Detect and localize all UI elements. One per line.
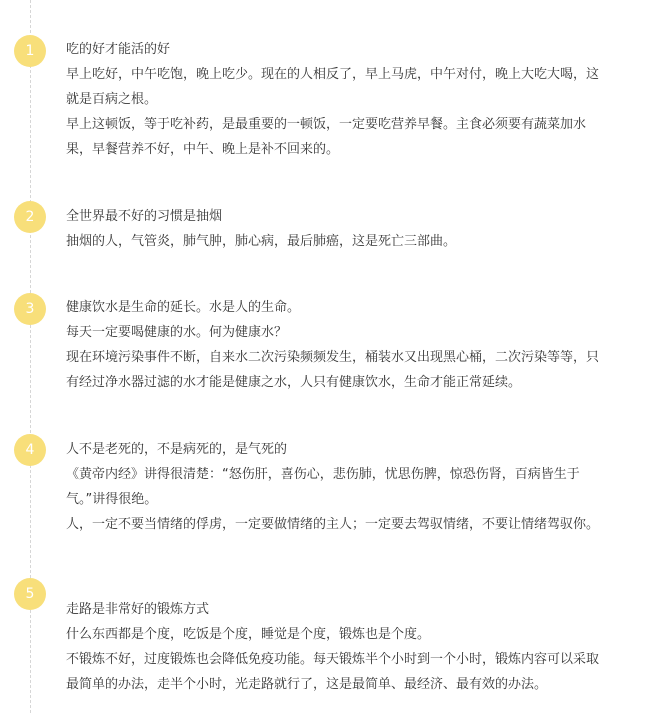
item-line: 《黄帝内经》讲得很清楚：“怒伤肝，喜伤心，悲伤肺，忧思伤脾，惊恐伤肾，百病皆生于	[66, 467, 580, 482]
item-text	[66, 37, 646, 162]
item-heading: 健康饮水是生命的延长。水是人的生命。	[66, 300, 301, 315]
item-line: 人，一定不要当情绪的俘虏，一定要做情绪的主人；一定要去驾驭情绪，不要让情绪驾驭你。	[66, 517, 600, 532]
item-line: 果，早餐营养不好，中午、晚上是补不回来的。	[66, 142, 340, 157]
item-heading: 人不是老死的，不是病死的，是气死的	[66, 442, 288, 457]
item-line: 早上这顿饭，等于吃补药，是最重要的一顿饭，一定要吃营养早餐。主食必须要有蔬菜加水	[66, 117, 587, 132]
item-text	[66, 204, 646, 254]
item-text	[66, 597, 646, 697]
number-badge: 1	[14, 35, 46, 67]
number-badge: 3	[14, 293, 46, 325]
item-line: 有经过净水器过滤的水才能是健康之水，人只有健康饮水，生命才能正常延续。	[66, 375, 522, 390]
item-line: 什么东西都是个度，吃饭是个度，睡觉是个度，锻炼也是个度。	[66, 627, 431, 642]
item-heading: 吃的好才能活的好	[66, 42, 171, 57]
item-heading: 全世界最不好的习惯是抽烟	[66, 209, 223, 224]
item-line: 气。”讲得很绝。	[66, 492, 158, 507]
item-line: 就是百病之根。	[66, 92, 158, 107]
number-badge: 5	[14, 578, 46, 610]
item-line: 每天一定要喝健康的水。何为健康水？	[66, 325, 288, 340]
item-line: 早上吃好，中午吃饱，晚上吃少。现在的人相反了，早上马虎，中午对付，晚上大吃大喝，这	[66, 67, 600, 82]
item-line: 抽烟的人，气管炎，肺气肿，肺心病，最后肺癌，这是死亡三部曲。	[66, 234, 457, 249]
item-line: 不锻炼不好，过度锻炼也会降低免疫功能。每天锻炼半个小时到一个小时，锻炼内容可以采取	[66, 652, 600, 667]
item-heading: 走路是非常好的锻炼方式	[66, 602, 210, 617]
item-text	[66, 295, 646, 395]
number-badge: 2	[14, 201, 46, 233]
number-badge: 4	[14, 434, 46, 466]
item-text	[66, 437, 646, 537]
item-line: 最简单的办法，走半个小时，光走路就行了，这是最简单、最经济、最有效的办法。	[66, 677, 548, 692]
item-line: 现在环境污染事件不断，自来水二次污染频频发生，桶装水又出现黑心桶，二次污染等等，只	[66, 350, 600, 365]
